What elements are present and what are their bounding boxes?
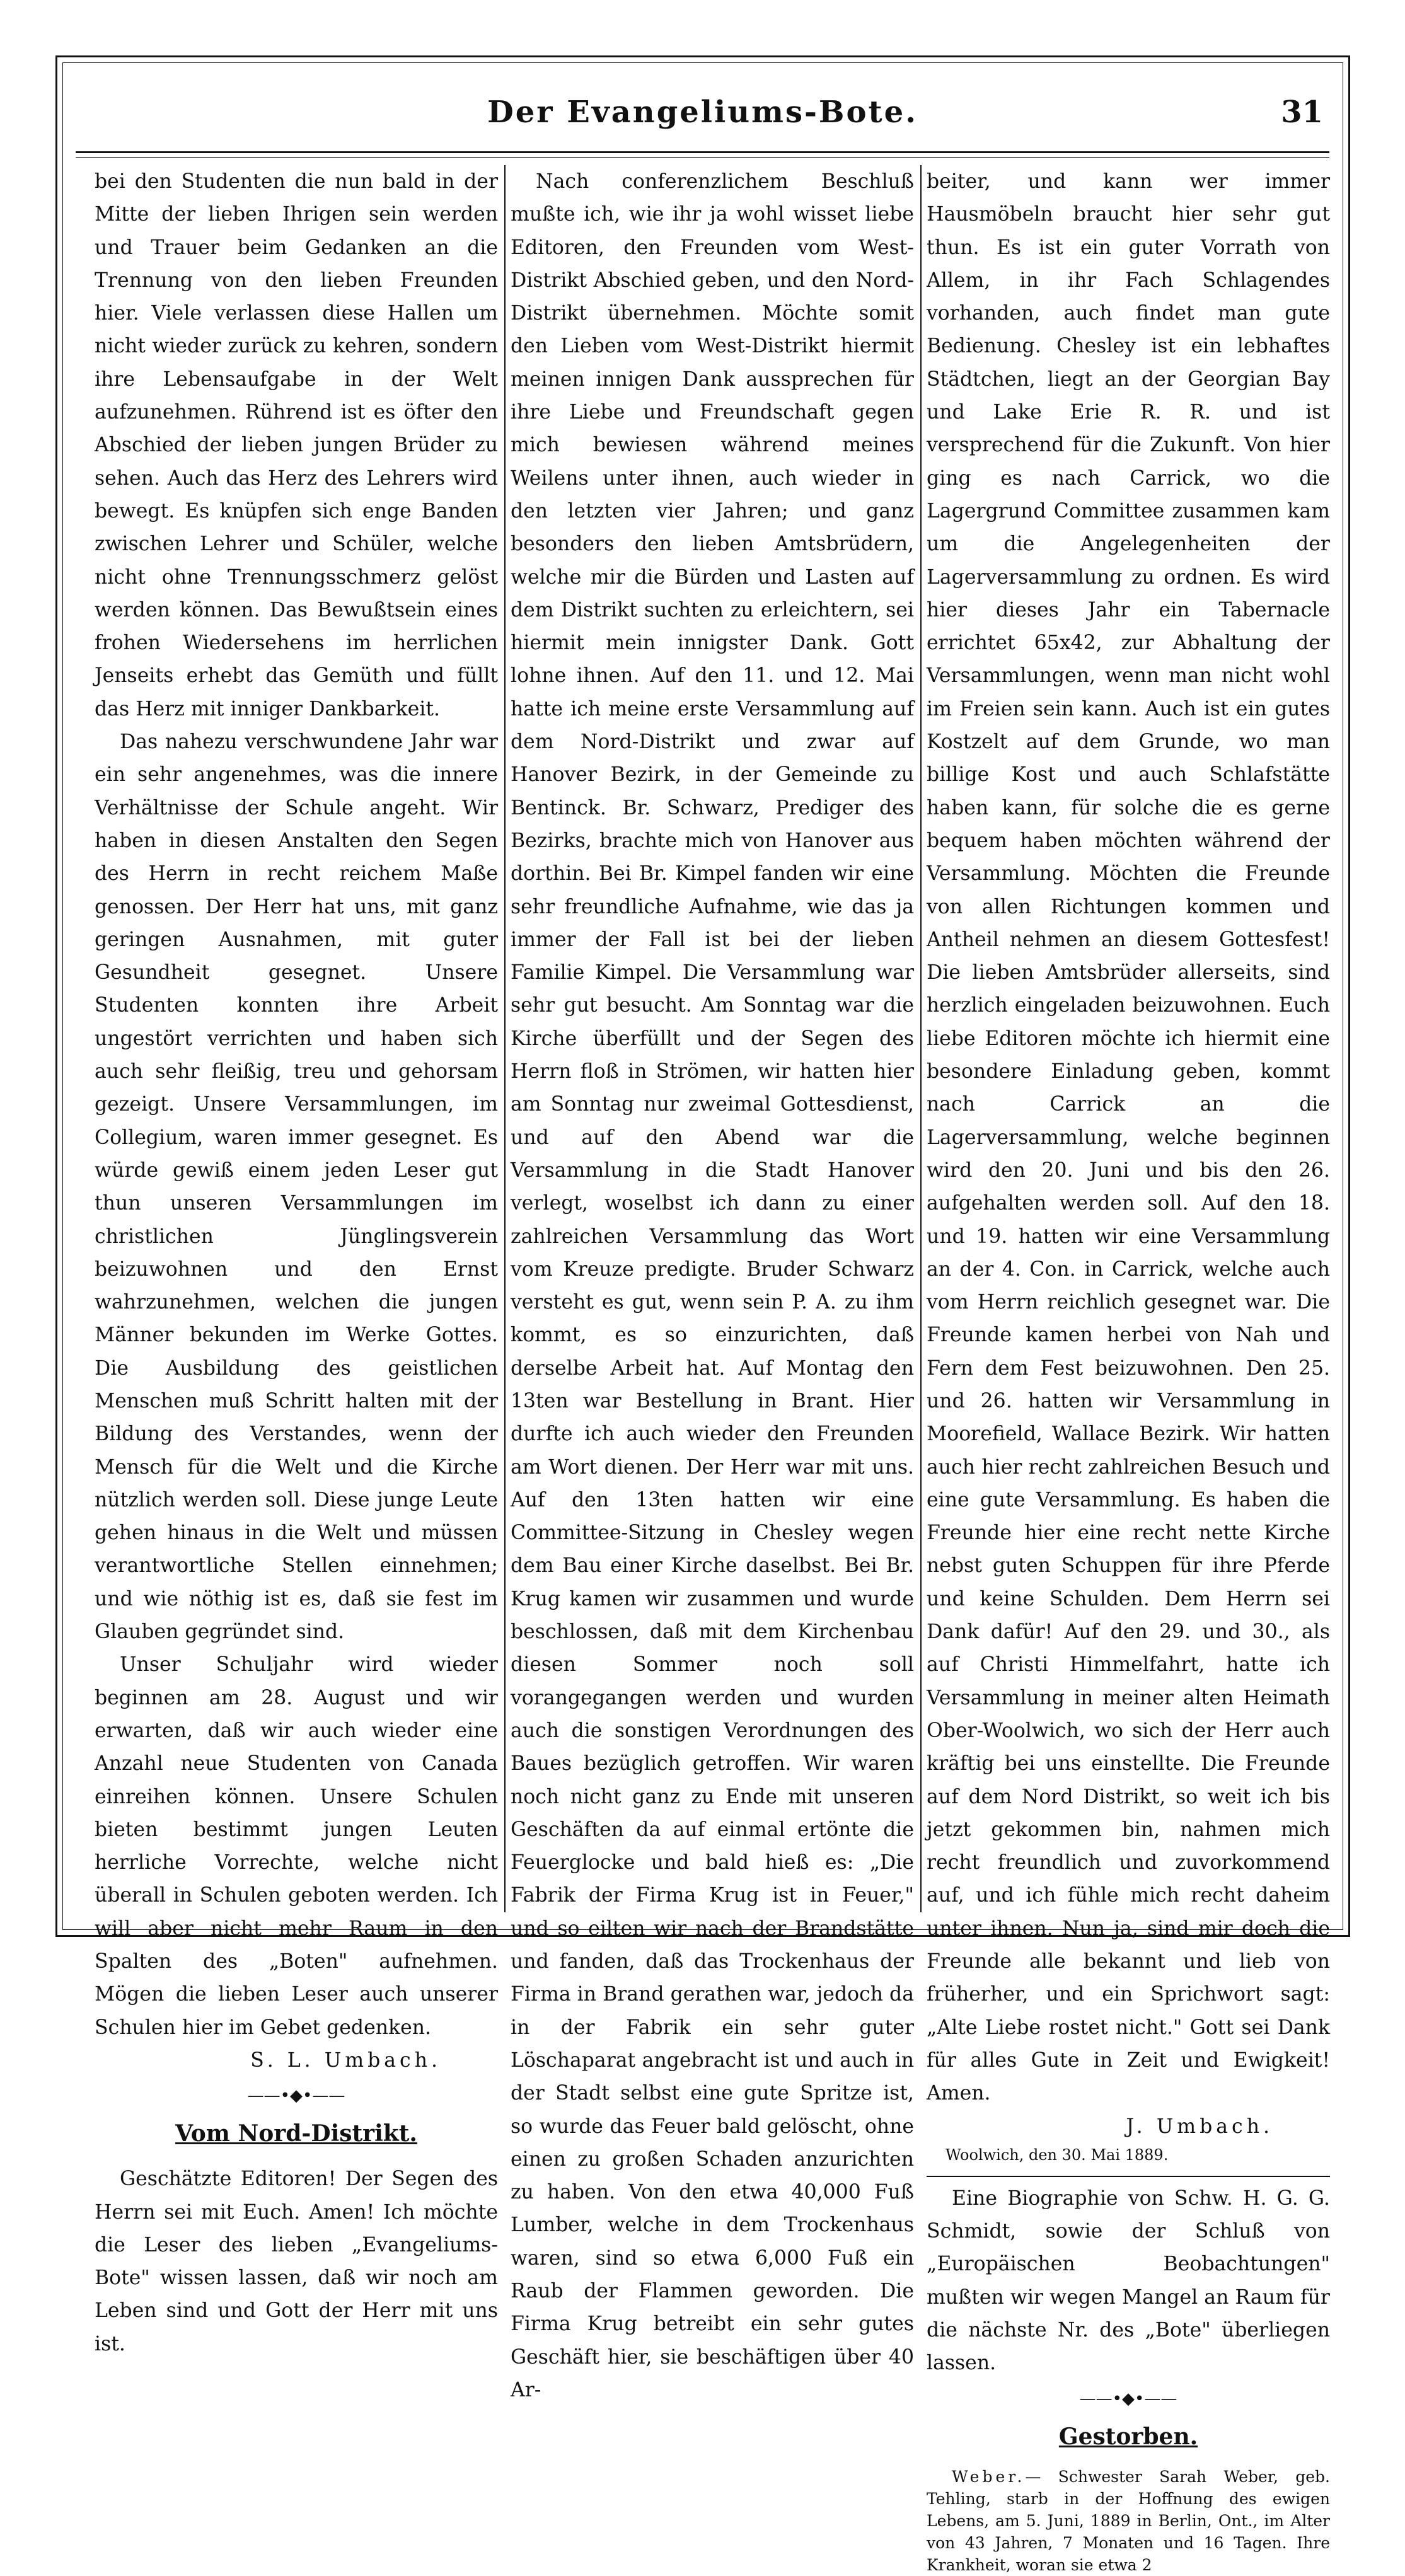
header-rule <box>76 151 1329 158</box>
section-divider: ——•◆•—— <box>247 2086 345 2106</box>
obituary-text: — Schwester Sarah Weber, geb. Tehling, starb in der Hoffnung des ewigen Lebens, am 5. Juni, 1889 in Berlin, Ont., im Alter von 43 Jahren, 7 Monaten und 16 Tagen. Ihre Krankheit, woran sie etwa 2 <box>927 2467 1330 2574</box>
column-rule-1 <box>504 165 506 1912</box>
column-3 <box>927 165 1330 2576</box>
article-paragraph: beiter, und kann wer immer Hausmöbeln braucht hier sehr gut thun. Es ist ein guter Vorrath von Allem, in ihr Fach Schlagendes vorhanden, auch findet man gute Bedienung. Chesley ist ein lebhaftes Städtchen, liegt an der Georgian Bay und Lake Erie R. R. und ist versprechend für die Zukunft. Von hier ging es nach Carrick, wo die Lagergrund Committee zusammen kam um die Angelegenheiten der Lagerversammlung zu ordnen. Es wird hier dieses Jahr ein Tabernacle errichtet 65x42, zur Abhaltung der Versammlungen, wenn man nicht wohl im Freien sein kann. Auch ist ein gutes Kostzelt auf dem Grunde, wo man billige Kost und auch Schlafstätte haben kann, für solche die es gerne bequem haben möchten während der Versammlung. Möchten die Freunde von allen Richtungen kommen und Antheil nehmen an diesem Gottesfest! Die lieben Amtsbrüder allerseits, sind herzlich eingeladen beizuwohnen. Euch liebe Editoren möchte ich hiermit eine besondere Einladung geben, kommt nach Carrick an die Lagerversammlung, welche beginnen wird den 20. Juni und bis den 26. aufgehalten werden soll. Auf den 18. und 19. hatten wir eine Versammlung an der 4. Con. in Carrick, welche auch vom Herrn reichlich gesegnet war. Die Freunde kamen herbei von Nah und Fern dem Fest beizuwohnen. Den 25. und 26. hatten wir Versammlung in Moorefield, Wallace Bezirk. Wir hatten auch hier recht zahlreichen Besuch und eine gute Versammlung. Es haben die Freunde hier eine recht nette Kirche nebst guten Schuppen für ihre Pferde und keine Schulden. Dem Herrn sei Dank dafür! Auf den 29. und 30., als auf Christi Himmelfahrt, hatte ich Versammlung in meiner alten Heimath Ober-Woolwich, wo sich der Herr auch kräftig bei uns einstellte. Die Freunde auf dem Nord Distrikt, so weit ich bis jetzt gekommen bin, nahmen mich recht freundlich und zuvorkommend auf, und ich fühle mich recht daheim unter ihnen. Nun ja, sind mir doch die Freunde alle bekannt und lieb von früherher, und ein Sprichwort sagt: „Alte Liebe rostet nicht." Gott sei Dank für alles Gute in Zeit und Ewigkeit! Amen. <box>927 170 1330 2105</box>
page-number: 31 <box>1281 95 1323 130</box>
article-paragraph: Unser Schuljahr wird wieder beginnen am 28. August und wir erwarten, daß wir auch wieder eine Anzahl neue Studenten von Canada einreihen können. Unsere Schulen bieten bestimmt jungen Leuten herrliche Vorrechte, welche nicht überall in Schulen geboten werden. Ich will aber nicht mehr Raum in den Spalten des „Boten" aufnehmen. Mögen die lieben Leser auch unserer Schulen hier im Gebet gedenken. <box>95 1653 498 2039</box>
article-signature: J. Umbach. <box>1126 2115 1273 2138</box>
article-paragraph: Das nahezu verschwundene Jahr war ein sehr angenehmes, was die innere Verhältnisse der Schule angeht. Wir haben in diesen Anstalten den Segen des Herrn in recht reichem Maße genossen. Der Herr hat uns, mit ganz geringen Ausnahmen, mit guter Gesundheit gesegnet. Unsere Studenten konnten ihre Arbeit ungestört verrichten und haben sich auch sehr fleißig, treu und gehorsam gezeigt. Unsere Versammlungen, im Collegium, waren immer gesegnet. Es würde gewiß einem jeden Leser gut thun unseren Versammlungen im christlichen Jünglingsverein beizuwohnen und den Ernst wahrzunehmen, welchen die jungen Männer bekunden im Werke Gottes. Die Ausbildung des geistlichen Menschen muß Schritt halten mit der Bildung des Verstandes, wenn der Mensch für die Welt und die Kirche nützlich werden soll. Diese junge Leute gehen hinaus in die Welt und müssen verantwortliche Stellen einnehmen; und wie nöthig ist es, daß sie fest im Glauben gegründet sind. <box>95 731 498 1644</box>
place-date: Woolwich, den 30. Mai 1889. <box>945 2146 1169 2164</box>
section-heading: Gestorben. <box>1058 2423 1198 2450</box>
notice-text: Eine Biographie von Schw. H. G. G. Schmidt, sowie der Schluß von „Europäischen Beobachtungen" mußten wir wegen Mangel an Raum für die nächste Nr. des „Bote" überliegen lassen. <box>927 2186 1330 2375</box>
article-paragraph: Geschätzte Editoren! Der Segen des Herrn sei mit Euch. Amen! Ich möchte die Leser des lieben „Evangeliums-Bote" wissen lassen, daß wir noch am Leben sind und Gott der Herr mit uns ist. <box>95 2168 498 2355</box>
article-paragraph: bei den Studenten die nun bald in der Mitte der lieben Ihrigen sein werden und Trauer beim Gedanken an die Trennung von den lieben Freunden hier. Viele verlassen diese Hallen um nicht wieder zurück zu kehren, sondern ihre Lebensaufgabe in der Welt aufzunehmen. Rührend ist es öfter den Abschied der lieben jungen Brüder zu sehen. Auch das Herz des Lehrers wird bewegt. Es knüpfen sich enge Banden zwischen Lehrer und Schüler, welche nicht ohne Trennungsschmerz gelöst werden können. Das Bewußtsein eines frohen Wiedersehens im herrlichen Jenseits erhebt das Gemüth und füllt das Herz mit inniger Dankbarkeit. <box>95 170 498 720</box>
obituary-name: Weber. <box>952 2467 1026 2486</box>
newspaper-title: Der Evangeliums-Bote. <box>487 95 918 130</box>
column-2 <box>511 165 914 2406</box>
masthead <box>76 95 1329 145</box>
editorial-notice <box>927 2176 1330 2380</box>
column-1 <box>95 165 498 2360</box>
article-signature: S. L. Umbach. <box>250 2048 441 2072</box>
section-divider: ——•◆•—— <box>1079 2389 1177 2408</box>
article-paragraph: Nach conferenzlichem Beschluß mußte ich, wie ihr ja wohl wisset liebe Editoren, den Freunden vom West-Distrikt Abschied geben, und den Nord-Distrikt übernehmen. Möchte somit den Lieben vom West-Distrikt hiermit meinen innigen Dank aussprechen für ihre Liebe und Freundschaft gegen mich bewiesen während meines Weilens unter ihnen, auch wieder in den letzten vier Jahren; und ganz besonders den lieben Amtsbrüdern, welche mir die Bürden und Lasten auf dem Distrikt suchten zu erleichtern, sei hiermit mein innigster Dank. Gott lohne ihnen. Auf den 11. und 12. Mai hatte ich meine erste Versammlung auf dem Nord-Distrikt und zwar auf Hanover Bezirk, in der Gemeinde zu Bentinck. Br. Schwarz, Prediger des Bezirks, brachte mich von Hanover aus dorthin. Bei Br. Kimpel fanden wir eine sehr freundliche Aufnahme, wie das ja immer der Fall ist bei der lieben Familie Kimpel. Die Versammlung war sehr gut besucht. Am Sonntag war die Kirche überfüllt und der Segen des Herrn floß in Strömen, wir hatten hier am Sonntag nur zweimal Gottesdienst, und auf den Abend war die Versammlung in die Stadt Hanover verlegt, woselbst ich dann zu einer zahlreichen Versammlung das Wort vom Kreuze predigte. Bruder Schwarz versteht es gut, wenn sein P. A. zu ihm kommt, es so einzurichten, daß derselbe Arbeit hat. Auf Montag den 13ten war Bestellung in Brant. Hier durfte ich auch wieder den Freunden am Wort dienen. Der Herr war mit uns. Auf den 13ten hatten wir eine Committee-Sitzung in Chesley wegen dem Bau einer Kirche daselbst. Bei Br. Krug kamen wir zusammen und wurde beschlossen, daß mit dem Kirchenbau diesen Sommer noch soll vorangegangen werden und wurden auch die sonstigen Verordnungen des Baues bezüglich getroffen. Wir waren noch nicht ganz zu Ende mit unseren Geschäften da auf einmal ertönte die Feuerglocke und bald hieß es: „Die Fabrik der Firma Krug ist in Feuer," und so eilten wir nach der Brandstätte und fanden, daß das Trockenhaus der Firma in Brand gerathen war, jedoch da in der Fabrik ein sehr guter Löschaparat angebracht ist und auch in der Stadt selbst eine gute Spritze ist, so wurde das Feuer bald gelöscht, ohne einen zu großen Schaden anzurichten zu haben. Von den etwa 40,000 Fuß Lumber, welche in dem Trockenhaus waren, sind so etwa 6,000 Fuß ein Raub der Flammen geworden. Die Firma Krug betreibt ein sehr gutes Geschäft hier, sie beschäftigen über 40 Ar- <box>511 170 914 2401</box>
section-heading: Vom Nord-Distrikt. <box>175 2120 417 2147</box>
column-rule-2 <box>920 165 922 1912</box>
obituary <box>927 2466 1330 2576</box>
